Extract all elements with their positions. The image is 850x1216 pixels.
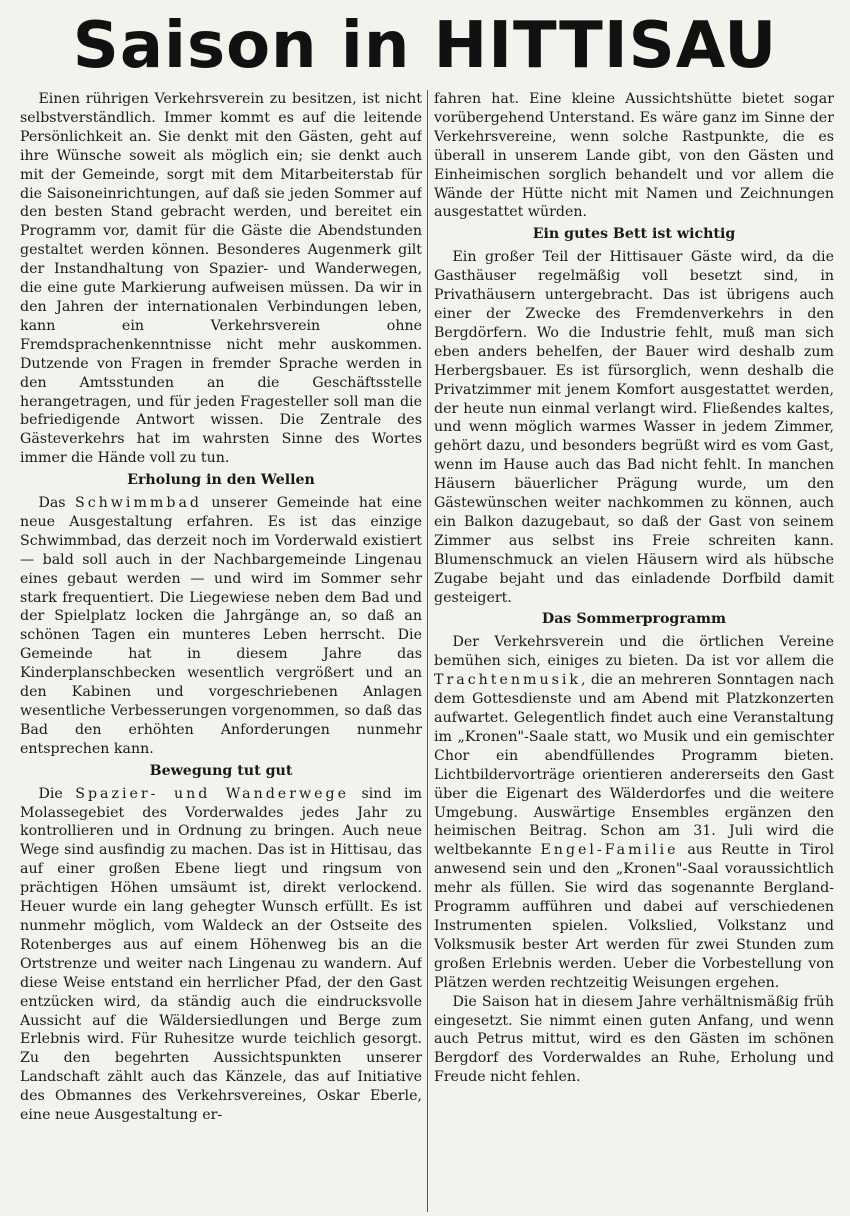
paragraph-wanderwege: [20, 785, 422, 1125]
paragraph-bett: Ein großer Teil der Hittisauer Gäste wird, da die Gasthäuser regelmäßig voll besetzt sind, in Privathäusern untergebracht. Das ist übrigens auch einer der Zwecke des Fremdenverkehrs in den Bergdörfern. Wo die Industrie fehlt, muß man sich eben anders behelfen, der Bauer wird deshalb zum Herbergsbauer. Es ist fürsorglich, wenn deshalb die Privatzimmer mit jenem Komfort ausgestattet werden, der heute nun einmal verlangt wird. Fließendes kaltes, und wenn möglich warmes Wasser in jedem Zimmer, gehört dazu, und besonders begrüßt wird es vom Gast, wenn im Hause auch das Bad nicht fehlt. In manchen Häusern bäuerlicher Prägung wurde, um den Gästewünschen weiter nachkommen zu können, auch ein Balkon dazugebaut, so daß der Gast von seinem Zimmer aus selbst ins Freie schreiten kann. Blumenschmuck an vielen Häusern wird als hübsche Zugabe bejaht und das einladende Dorfbild damit gesteigert.: [434, 249, 834, 606]
spaced-term: Schwimmbad: [74, 495, 202, 512]
paragraph-continuation: fahren hat. Eine kleine Aussichtshütte bietet sogar vorübergehend Unterstand. Es wäre ganz im Sinne der Verkehrsvereine, wenn solche Rastpunkte, die es überall in unserem Lande gibt, von den Gästen und Einheimischen sorglich behandelt und vor allem die Wände der Hütte nicht mit Namen und Zeichnungen ausgestattet würden.: [434, 91, 834, 221]
text-run: Das: [38, 495, 75, 512]
section-heading-bett: Ein gutes Bett ist wichtig: [532, 226, 736, 243]
spaced-term: Spazier- und Wanderwege: [75, 785, 350, 802]
paragraph-intro: Einen rührigen Verkehrsverein zu besitzen, ist nicht selbstverständlich. Immer kommt es auf die leitende Persönlichkeit an. Sie denkt mit den Gästen, geht auf ihre Wünsche soweit als möglich ein; sie denkt auch mit der Gemeinde, sorgt mit dem Mitarbeiterstab für die Saisoneinrichtungen, auf daß sie jeden Sommer auf den besten Stand gebracht werden, und bereitet ein Programm vor, damit für die Gäste die Abendstunden gestaltet werden können. Besonderes Augenmerk gilt der Instandhaltung von Spazier- und Wanderwegen, die eine gute Markierung aufweisen müssen. Da wir in den Jahren der internationalen Verbindungen leben, kann ein Verkehrsverein ohne Fremdsprachenkenntnisse nicht mehr auskommen. Dutzende von Fragen in fremder Sprache werden in den Amtsstunden an die Geschäftsstelle herangetragen, und für jeden Fragesteller soll man die befriedigende Antwort wissen. Die Zentrale des Gästeverkehrs hat im wahrsten Sinne des Wortes immer die Hände voll zu tun.: [20, 91, 422, 467]
paragraph-schwimmbad: [20, 494, 422, 759]
text-run: Die: [38, 785, 76, 802]
text-run: sind im Molassegebiet des Vorderwaldes jedes Jahr zu kontrollieren und in Ordnung zu bringen. Auch neue Wege sind ausfindig zu machen. Das ist in Hittisau, das auf einer großen Ebene liegt und ringsum von prächtigen Höhen umsäumt ist, direkt verlockend. Heuer wurde ein lang gehegter Wunsch erfüllt. Es ist nunmehr möglich, vom Waldeck an der Ostseite des Rotenberges aus auf einem Höhenweg bis an die Ortstrenze und weiter nach Lingenau zu wandern. Auf diese Weise entstand ein herrlicher Pfad, der den Gast entzücken wird, da ständig auch die eindrucksvolle Aussicht auf die Wäldersiedlungen und Berge zum Erlebnis wird. Für Ruhesitze wurde teichlich gesorgt. Zu den begehrten Aussichtspunkten unserer Landschaft zählt auch das Känzele, das auf Initiative des Obmannes des Verkehrsvereines, Oskar Eberle, eine neue Ausgestaltung er-: [20, 785, 422, 1124]
text-run: Der Verkehrsverein und die örtlichen Vereine bemühen sich, einiges zu bieten. Da ist vor allem die: [434, 634, 834, 670]
section-heading-bewegung: Bewegung tut gut: [149, 762, 293, 779]
paragraph-saison: Die Saison hat in diesem Jahre verhältnismäßig früh eingesetzt. Sie nimmt einen guten Anfang, und wenn auch Petrus mittut, wird es den Gästen im schönen Bergdorf des Vorderwaldes an Ruhe, Erholung und Freude nicht fehlen.: [434, 993, 834, 1086]
text-run: aus Reutte in Tirol anwesend sein und den „Kronen"-Saal voraussichtlich mehr als füllen. Sie wird das sogenannte Bergland-Programm aufführen und dabei auf verschiedenen Instrumenten spielen. Volkslied, Volkstanz und Volksmusik bester Art werden für zwei Stunden zum großen Erlebnis werden. Ueber die Vorbestellung von Plätzen werden rechtzeitig Weisungen ergehen.: [434, 842, 834, 991]
column-rule: [427, 90, 428, 1212]
spaced-term: Engel-Familie: [540, 842, 679, 859]
headline: Saison in HITTISAU: [72, 9, 778, 83]
text-run: unserer Gemeinde hat eine neue Ausgestaltung erfahren. Es ist das einzige Schwimmbad, das derzeit noch im Vorderwald existiert — bald soll auch in der Nachbargemeinde Lingenau eines gebaut werden — und wird im Sommer sehr stark frequentiert. Die Liegewiese neben dem Bad und der Spielplatz locken die Jahrgänge an, so daß an schönen Tagen ein munteres Leben herrscht. Die Gemeinde hat in diesem Jahre das Kinderplanschbecken wesentlich vergrößert und an den Kabinen und vorgeschriebenen Anlagen wesentliche Verbesserungen vorgenommen, so daß das Bad den erhöhten Anforderungen nunmehr entsprechen kann.: [20, 495, 422, 757]
paragraph-sommerprogramm: [434, 633, 834, 992]
section-heading-erholung: Erholung in den Wellen: [127, 472, 315, 489]
text-run: , die an mehreren Sonntagen nach dem Gottesdienste und am Abend mit Platzkonzerten aufwartet. Gelegentlich findet auch eine Veranstaltung im „Kronen"-Saale statt, wo Musik und ein gemischter Chor ein abendfüllendes Programm bieten. Lichtbildervorträge orientieren andererseits den Gast über die Eigenart des Wälderdorfes und die weitere Umgebung. Auswärtige Ensembles ergänzen den heimischen Beitrag. Schon am 31. Juli wird die weltbekannte: [434, 672, 834, 859]
right-column: [434, 90, 834, 1216]
section-heading-sommerprogramm: Das Sommerprogramm: [541, 611, 727, 628]
spaced-term: Trachtenmusik: [434, 672, 582, 689]
left-column: [20, 90, 422, 1216]
